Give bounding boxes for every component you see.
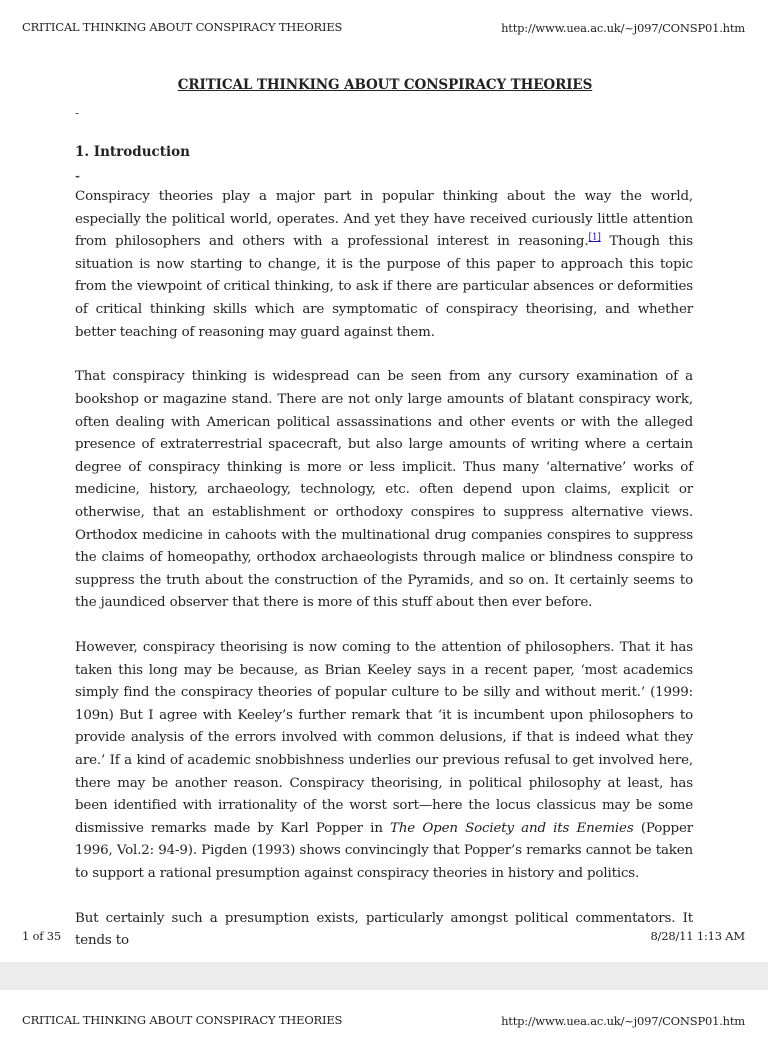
section-heading: 1. Introduction: [75, 144, 190, 160]
header-url: http://www.uea.ac.uk/~j097/CONSP01.htm: [501, 1014, 745, 1028]
page-number: 1 of 35: [22, 929, 62, 943]
print-datetime: 8/28/11 1:13 AM: [650, 929, 745, 943]
paragraph-4: But certainly such a presumption exists, particularly amongst political commentators. It tends to: [75, 910, 693, 949]
body-text: [75, 186, 693, 975]
paragraph-2: That conspiracy thinking is widespread can be seen from any cursory examination of a bookshop or magazine stand. There are not only large amounts of blatant conspiracy work, often dealing with American political assassinations and other events or with the alleged presence of extraterrestrial spacecraft, but also large amounts of writing where a certain degree of conspiracy thinking is more or less implicit. Thus many ‘alternative’ works of medicine, history, archaeology, technology, etc. often depend upon claims, explicit or otherwise, that an establishment or orthodoxy conspires to suppress alternative views. Orthodox medicine in cahoots with the multinational drug companies conspires to suppress the claims of homeopathy, orthodox archaeologists through malice or blindness conspire to suppress the truth about the construction of the Pyramids, and so on. It certainly seems to the jaundiced observer that there is more of this stuff about then ever before.: [75, 369, 693, 611]
document-title: CRITICAL THINKING ABOUT CONSPIRACY THEORIES: [177, 77, 593, 93]
header-title: CRITICAL THINKING ABOUT CONSPIRACY THEORIES: [22, 1013, 343, 1027]
paragraph-1: [75, 186, 693, 344]
header-url: http://www.uea.ac.uk/~j097/CONSP01.htm: [501, 21, 745, 35]
book-title: The Open Society and its Enemies: [390, 820, 634, 836]
separator-dash: -: [75, 106, 80, 120]
paragraph-3: [75, 637, 693, 886]
next-page: [0, 990, 768, 1050]
footnote-link[interactable]: [1]: [588, 232, 601, 243]
header-title: CRITICAL THINKING ABOUT CONSPIRACY THEORIES: [22, 20, 343, 34]
paragraph-text: Though this situation is now starting to change, it is the purpose of this paper to approach this topic from the viewpoint of critical thinking, to ask if there are particular absences or deformities of critical thinking skills which are symptomatic of conspiracy theorising, and whether better teaching of reasoning may guard against them.: [75, 234, 693, 340]
paragraph-text: Conspiracy theories play a major part in popular thinking about the way the world, especially the political world, operates. And yet they have received curiously little attention from philosophers and others with a professional interest in reasoning.: [75, 189, 693, 250]
separator-dash: -: [75, 169, 80, 183]
paragraph-text: However, conspiracy theorising is now coming to the attention of philosophers. That it has taken this long may be because, as Brian Keeley says in a recent paper, ‘most academics simply find the conspiracy theories of popular culture to be silly and without merit.’ (1999: 109n) But I agree with Keeley’s further remark that ‘it is incumbent upon philosophers to provide analysis of the errors involved with common delusions, if that is indeed what they are.’ If a kind of academic snobbishness underlies our previous refusal to get involved here, there may be another reason. Conspiracy theorising, in political philosophy at least, has been identified with irrationality of the worst sort—here the locus classicus may be some dismissive remarks made by Karl Popper in: [75, 640, 693, 836]
paragraph-text: (Popper 1996, Vol.2: 94-9). Pigden (1993) shows convincingly that Popper’s remarks cannot be taken to support a rational presumption against conspiracy theories in history and politics.: [75, 820, 693, 881]
